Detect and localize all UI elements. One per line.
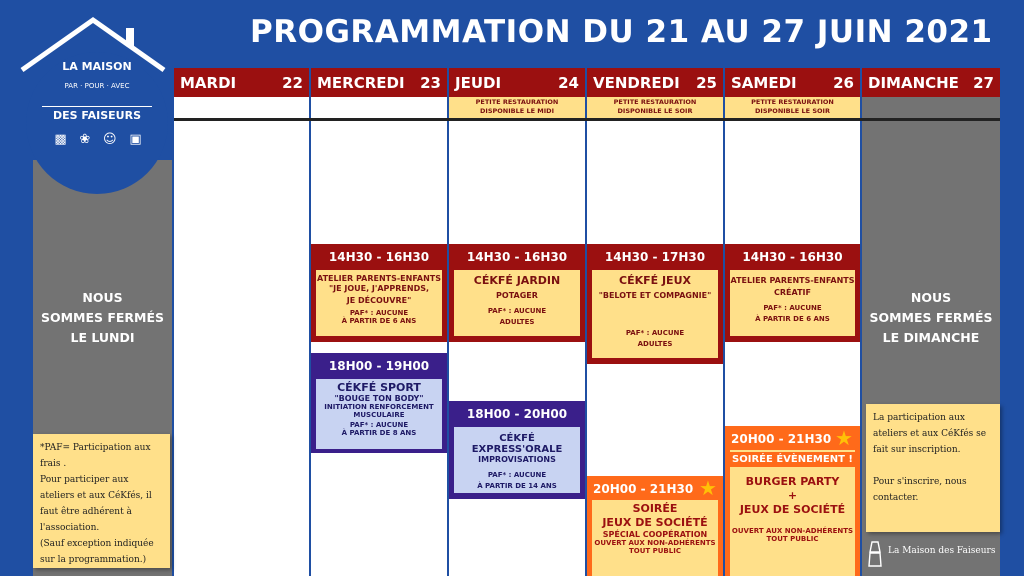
logo-icons: [48, 132, 148, 147]
event-title: CÉKFÉ JEUX: [619, 274, 691, 287]
event-sat-burger: [725, 426, 860, 576]
event-subtitle: "BELOTE ET COMPAGNIE": [598, 291, 712, 300]
event-title: ATELIER PARENTS-ENFANTS: [730, 276, 855, 285]
event-fri-jeux: [587, 244, 723, 364]
event-paf: PAF* : AUCUNE À PARTIR DE 6 ANS: [755, 304, 830, 323]
event-time: 14H30 - 16H30: [449, 244, 585, 270]
event-wed-sport: [311, 353, 447, 453]
people-icon: ☺: [103, 132, 117, 147]
restaurant-note-friday: PETITE RESTAURATION DISPONIBLE LE SOIR: [587, 97, 723, 118]
event-paf: PAF* : AUCUNE À PARTIR DE 6 ANS: [341, 309, 417, 325]
book-icon: ▩: [54, 132, 67, 147]
event-subtitle: CRÉATIF: [774, 288, 811, 297]
event-subtitle: "BOUGE TON BODY": [334, 394, 424, 403]
event-paf: PAF* : AUCUNE À PARTIR DE 14 ANS: [477, 471, 557, 490]
closed-sunday-text: NOUS SOMMES FERMÉS LE DIMANCHE: [869, 290, 993, 345]
day-column-tuesday: [174, 97, 309, 576]
day-header-wednesday: MERCREDI 23: [311, 68, 447, 97]
event-subtitle: "JE JOUE, J'APPRENDS, JE DÉCOUVRE": [328, 284, 430, 305]
event-title: SOIRÉE JEUX DE SOCIÉTÉ: [602, 502, 708, 529]
event-time: 18H00 - 19H00: [311, 353, 447, 379]
day-header-tuesday: MARDI 22: [174, 68, 309, 97]
header-divider: [174, 118, 1000, 121]
event-wed-atelier: [311, 244, 447, 342]
event-thu-jardin: [449, 244, 585, 342]
restaurant-note-saturday: PETITE RESTAURATION DISPONIBLE LE SOIR: [725, 97, 860, 118]
mixer-icon: ▣: [129, 132, 142, 147]
event-time: 14H30 - 16H30: [311, 244, 447, 270]
event-subtitle: IMPROVISATIONS: [478, 455, 556, 464]
day-header-sunday: DIMANCHE 27: [862, 68, 1000, 97]
event-title: ATELIER PARENTS-ENFANTS: [317, 274, 441, 283]
event-time: 20H00 - 21H30: [587, 476, 723, 502]
page-title: PROGRAMMATION DU 21 AU 27 JUIN 2021: [250, 14, 993, 50]
event-time: 18H00 - 20H00: [449, 401, 585, 427]
logo-line-3: DES FAISEURS: [42, 106, 152, 122]
coffee-pot-icon: [868, 540, 882, 568]
restaurant-note-thursday: PETITE RESTAURATION DISPONIBLE LE MIDI: [449, 97, 585, 118]
logo: [18, 14, 168, 169]
event-sat-atelier: [725, 244, 860, 342]
logo-line-1: LA MAISON: [62, 60, 132, 73]
day-header-saturday: SAMEDI 26: [725, 68, 860, 97]
event-subtitle: POTAGER: [496, 291, 538, 300]
closed-monday-text: NOUS SOMMES FERMÉS LE LUNDI: [40, 290, 165, 345]
star-icon: ★: [699, 476, 717, 500]
event-time: 14H30 - 17H30: [587, 244, 723, 270]
event-subtitle: SPÉCIAL COOPÉRATION: [602, 530, 708, 539]
event-paf: PAF* : AUCUNE ADULTES: [487, 307, 547, 326]
star-icon: ★: [835, 426, 853, 450]
event-title: CÉKFÉ JARDIN: [473, 274, 561, 287]
event-time: 14H30 - 16H30: [725, 244, 860, 270]
event-paf: PAF* : AUCUNE À PARTIR DE 8 ANS: [341, 421, 417, 437]
day-header-thursday: JEUDI 24: [449, 68, 585, 97]
day-header-friday: VENDREDI 25: [587, 68, 723, 97]
event-paf: PAF* : AUCUNE ADULTES: [625, 329, 685, 348]
event-title: CÉKFÉ EXPRESS'ORALE: [471, 433, 563, 455]
event-title: BURGER PARTY + JEUX DE SOCIÉTÉ: [739, 475, 846, 516]
sticky-note-paf: *PAF= Participation aux frais . Pour participer aux ateliers et aux CéKfés, il faut être adhérent à l'association. (Sauf exception indiquée sur la programmation.): [33, 434, 170, 568]
event-banner: SOIRÉE ÉVÈNEMENT !: [725, 452, 860, 467]
event-extra: INITIATION RENFORCEMENT MUSCULAIRE: [324, 403, 434, 419]
sticky-note-inscription: La participation aux ateliers et aux CéKfés se fait sur inscription. Pour s'inscrire, nous contacter.: [866, 404, 1000, 532]
event-fri-soiree: [587, 476, 723, 576]
event-time: 20H00 - 21H30: [725, 426, 860, 452]
footer-brand: La Maison des Faiseurs: [888, 546, 996, 556]
event-thu-expressorale: [449, 401, 585, 499]
event-paf: OUVERT AUX NON-ADHÉRENTS TOUT PUBLIC: [594, 539, 716, 555]
plant-icon: ❀: [79, 132, 91, 147]
logo-line-2: PAR · POUR · AVEC: [64, 82, 130, 90]
event-paf: OUVERT AUX NON-ADHÉRENTS TOUT PUBLIC: [731, 527, 854, 543]
event-title: CÉKFÉ SPORT: [337, 381, 421, 394]
